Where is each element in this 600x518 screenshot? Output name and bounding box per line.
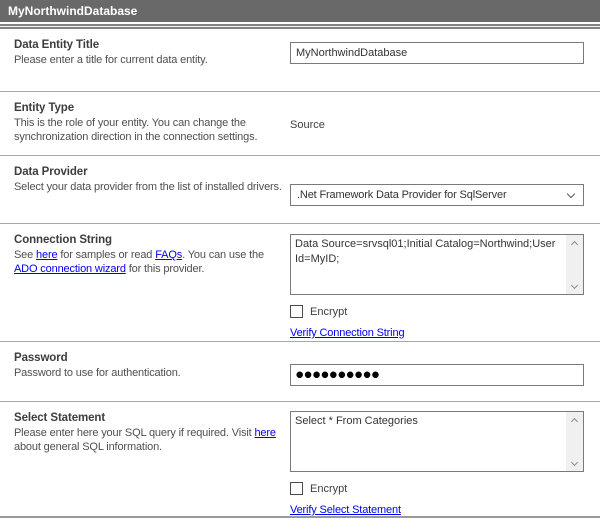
- section-entity-type: [0, 92, 600, 155]
- description-text: See: [14, 249, 37, 261]
- scroll-down-button[interactable]: [566, 279, 583, 294]
- section-data-entity-title: [0, 29, 600, 91]
- faqs-link[interactable]: FAQs: [155, 249, 183, 261]
- password-description: Password to use for authentication.: [14, 367, 181, 379]
- data-provider-select[interactable]: [290, 184, 584, 206]
- chevron-up-icon: [571, 417, 578, 424]
- select-encrypt-label: Encrypt: [310, 482, 348, 495]
- panel-titlebar: [0, 0, 600, 22]
- connection-string-scrollbar[interactable]: [566, 235, 583, 294]
- section-password: [0, 342, 600, 401]
- section-data-provider: [0, 156, 600, 223]
- ado-connection-wizard-link[interactable]: ADO connection wizard: [14, 263, 126, 276]
- panel-title: MyNorthwindDatabase: [8, 4, 138, 18]
- select-statement-description: [14, 426, 286, 455]
- sql-info-link[interactable]: here: [254, 427, 276, 439]
- data-entity-title-heading: Data Entity Title: [14, 39, 99, 51]
- verify-select-statement-link[interactable]: Verify Select Statement: [290, 504, 401, 516]
- scroll-down-button[interactable]: [566, 456, 583, 471]
- entity-type-value: Source: [290, 119, 325, 131]
- password-heading: Password: [14, 352, 68, 364]
- connection-string-textarea[interactable]: [290, 234, 584, 295]
- samples-link[interactable]: here: [36, 249, 58, 261]
- data-provider-heading: Data Provider: [14, 166, 88, 178]
- select-statement-textarea[interactable]: [290, 411, 584, 472]
- select-statement-value: Select * From Categories: [295, 415, 418, 427]
- scroll-up-button[interactable]: [566, 412, 583, 427]
- description-text: for samples or read: [57, 249, 156, 261]
- chevron-down-icon: [571, 281, 578, 288]
- entity-type-description: This is the role of your entity. You can change the synchronization direction in the connection settings.: [14, 117, 258, 144]
- description-text: about general SQL information.: [14, 441, 162, 454]
- select-encrypt-checkbox[interactable]: [290, 482, 303, 495]
- description-text: Please enter here your SQL query if required. Visit: [14, 427, 255, 439]
- description-text: . You can use the: [182, 249, 264, 261]
- chevron-up-icon: [571, 240, 578, 247]
- entity-type-heading: Entity Type: [14, 102, 75, 114]
- section-connection-string: [0, 224, 600, 341]
- chevron-down-icon: [571, 458, 578, 465]
- verify-connection-string-link[interactable]: Verify Connection String: [290, 327, 405, 339]
- scroll-up-button[interactable]: [566, 235, 583, 250]
- select-statement-scrollbar[interactable]: [566, 412, 583, 471]
- entity-title-input[interactable]: [290, 42, 584, 64]
- chevron-down-icon: [567, 189, 575, 197]
- connection-encrypt-label: Encrypt: [310, 305, 348, 318]
- connection-string-value: Data Source=srvsql01;Initial Catalog=Northwind;User Id=MyID;: [295, 238, 556, 265]
- section-select-statement: [0, 402, 600, 516]
- select-statement-heading: Select Statement: [14, 412, 106, 424]
- password-input[interactable]: [290, 364, 584, 386]
- connection-encrypt-checkbox[interactable]: [290, 305, 303, 318]
- description-text: for this provider.: [125, 263, 205, 276]
- connection-encrypt-row: [290, 305, 584, 318]
- select-encrypt-row: [290, 482, 584, 495]
- data-provider-description: Select your data provider from the list of installed drivers.: [14, 181, 282, 193]
- connection-string-description: [14, 248, 286, 277]
- data-provider-selected-value: .Net Framework Data Provider for SqlServer: [297, 189, 507, 201]
- connection-string-heading: Connection String: [14, 234, 112, 246]
- data-entity-title-description: Please enter a title for current data entity.: [14, 54, 208, 66]
